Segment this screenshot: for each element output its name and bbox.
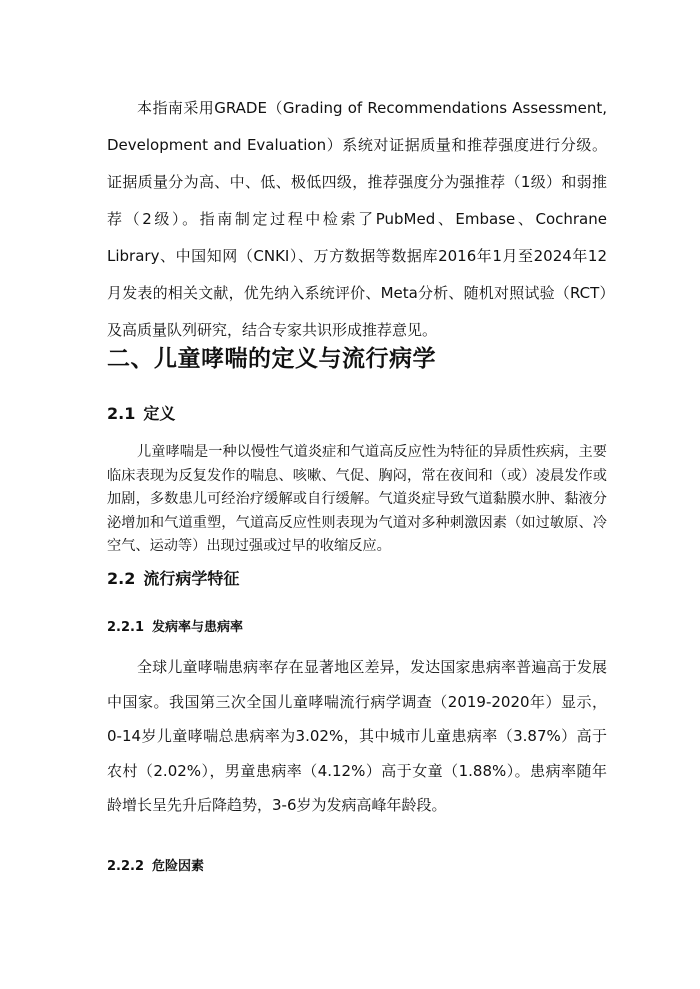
section-2-2-1-heading [107, 616, 243, 635]
section-2-1-heading [107, 401, 175, 424]
section-2-2-1-title: 发病率与患病率 [152, 620, 244, 635]
section-2-2-heading [107, 566, 239, 589]
section-2-2-2-title: 危险因素 [152, 859, 205, 874]
section-2-2-2-heading [107, 855, 204, 874]
definition-paragraph: 儿童哮喘是一种以慢性气道炎症和气道高反应性为特征的异质性疾病，主要临床表现为反复发作的喘息、咳嗽、气促、胸闷，常在夜间和（或）凌晨发作或加剧，多数患儿可经治疗缓解或自行缓解。气道炎症导致气道黏膜水肿、黏液分泌增加和气道重塑，气道高反应性则表现为气道对多种刺激因素（如过敏原、冷空气、运动等）出现过强或过早的收缩反应。 [107, 444, 607, 554]
section-2-2-title: 流行病学特征 [143, 569, 240, 588]
section-2-2-1-number: 2.2.1 [107, 620, 145, 635]
prevalence-paragraph: 全球儿童哮喘患病率存在显著地区差异，发达国家患病率普遍高于发展中国家。我国第三次全国儿童哮喘流行病学调查（2019-2020年）显示，0-14岁儿童哮喘总患病率为3.02%，其中城市儿童患病率（3.87%）高于农村（2.02%），男童患病率（4.12%）高于女童（1.88%）。患病率随年龄增长呈先升后降趋势，3-6岁为发病高峰年龄段。 [107, 658, 607, 814]
section-2-title: 二、儿童哮喘的定义与流行病学 [107, 346, 436, 372]
section-2-2-number: 2.2 [107, 569, 136, 588]
section-2-1-title: 定义 [143, 404, 176, 423]
section-2-2-2-number: 2.2.2 [107, 859, 145, 874]
section-2-1-number: 2.1 [107, 404, 136, 423]
intro-paragraph: 本指南采用GRADE（Grading of Recommendations Assessment, Development and Evaluation）系统对证据质量和推荐强度进行分级。证据质量分为高、中、低、极低四级，推荐强度分为强推荐（1级）和弱推荐（2级）。指南制定过程中检索了PubMed、Embase、Cochrane Library、中国知网（CNKI）、万方数据等数据库2016年1月至2024年12月发表的相关文献，优先纳入系统评价、Meta分析、随机对照试验（RCT）及高质量队列研究，结合专家共识形成推荐意见。 [107, 99, 607, 339]
